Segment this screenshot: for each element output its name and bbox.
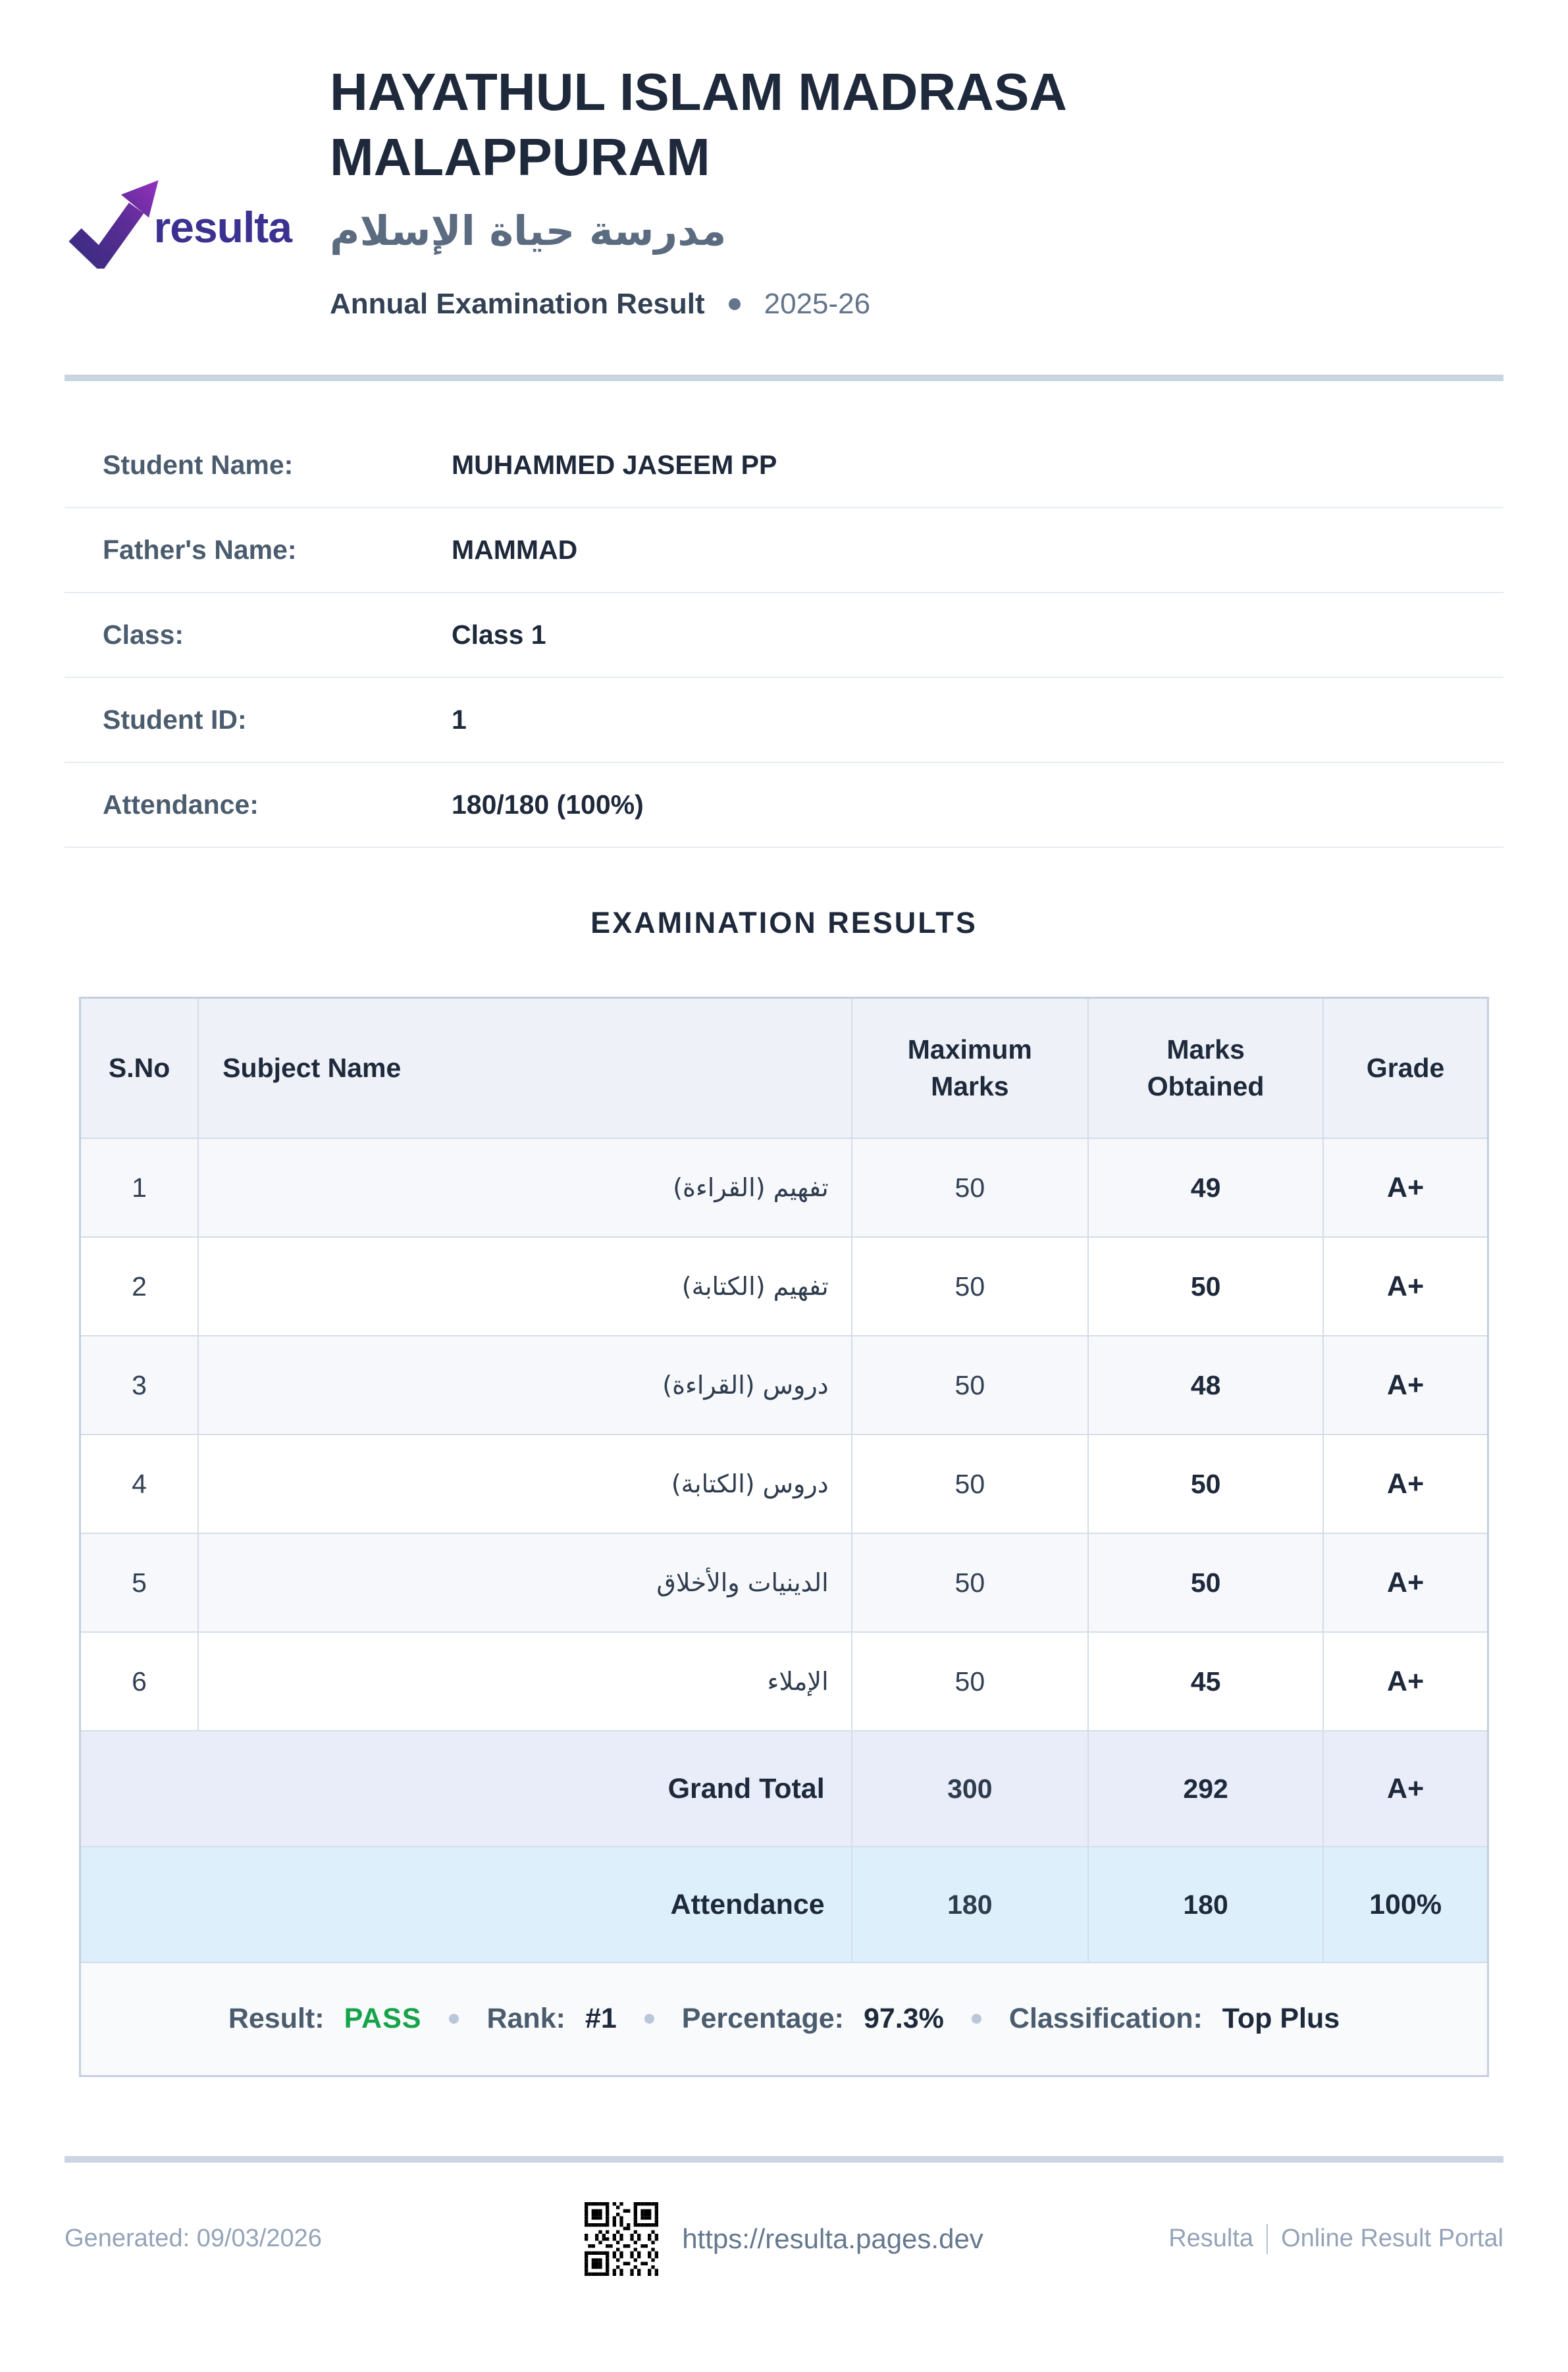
school-name-arabic: مدرسة حياة الإسلام bbox=[330, 207, 727, 255]
rank-value: #1 bbox=[585, 2003, 617, 2035]
exam-title: Annual Examination Result bbox=[330, 288, 705, 321]
classification-value: Top Plus bbox=[1222, 2003, 1340, 2035]
attendance-row bbox=[80, 1847, 1488, 1963]
footer-portal-name: Online Result Portal bbox=[1281, 2225, 1503, 2253]
summary-line bbox=[81, 2003, 1487, 2035]
academic-year: 2025-26 bbox=[764, 288, 871, 321]
cell-grade: A+ bbox=[1323, 1435, 1488, 1533]
col-header-grade: Grade bbox=[1323, 998, 1488, 1138]
grand-total-label: Grand Total bbox=[80, 1731, 852, 1847]
table-row bbox=[80, 1336, 1488, 1435]
dot-separator-icon bbox=[729, 298, 741, 310]
grand-total-max: 300 bbox=[852, 1731, 1088, 1847]
summary-row bbox=[80, 1963, 1488, 2076]
dot-separator-icon bbox=[644, 2014, 654, 2024]
cell-marks-obtained: 49 bbox=[1088, 1138, 1323, 1237]
table-row bbox=[80, 1138, 1488, 1237]
footer-divider bbox=[65, 2156, 1503, 2163]
logo-wordmark: resulta bbox=[153, 203, 292, 251]
info-value: Class 1 bbox=[452, 619, 546, 650]
cell-maximum-marks: 50 bbox=[852, 1435, 1088, 1533]
checkmark-arrow-icon bbox=[65, 163, 161, 269]
grand-total-row bbox=[80, 1731, 1488, 1847]
info-label: Father's Name: bbox=[103, 535, 297, 566]
cell-subject-name: دروس (الكتابة) bbox=[198, 1435, 852, 1533]
attendance-max: 180 bbox=[852, 1847, 1088, 1963]
vertical-bar-separator bbox=[1267, 2224, 1268, 2254]
results-section-title: EXAMINATION RESULTS bbox=[590, 906, 978, 940]
footer bbox=[65, 2202, 1503, 2276]
cell-grade: A+ bbox=[1323, 1138, 1488, 1237]
result-status-badge: PASS bbox=[344, 2003, 422, 2035]
info-row bbox=[65, 593, 1503, 678]
header bbox=[65, 59, 1503, 321]
cell-grade: A+ bbox=[1323, 1533, 1488, 1632]
qr-code bbox=[585, 2202, 658, 2276]
col-header-subject: Subject Name bbox=[198, 998, 852, 1138]
attendance-percent: 100% bbox=[1323, 1847, 1488, 1963]
cell-grade: A+ bbox=[1323, 1632, 1488, 1731]
table-row bbox=[80, 1632, 1488, 1731]
info-value: MUHAMMED JASEEM PP bbox=[452, 450, 777, 481]
cell-sno: 4 bbox=[80, 1435, 199, 1533]
footer-brand bbox=[983, 2224, 1503, 2254]
cell-marks-obtained: 50 bbox=[1088, 1435, 1323, 1533]
school-name: HAYATHUL ISLAM MADRASA MALAPPURAM bbox=[330, 63, 1066, 187]
exam-line bbox=[330, 288, 1503, 321]
cell-marks-obtained: 45 bbox=[1088, 1632, 1323, 1731]
classification-label: Classification: bbox=[1008, 2003, 1203, 2035]
results-table bbox=[79, 997, 1489, 2076]
info-label: Attendance: bbox=[103, 789, 259, 820]
header-divider bbox=[65, 375, 1503, 381]
cell-marks-obtained: 50 bbox=[1088, 1237, 1323, 1336]
cell-sno: 2 bbox=[80, 1237, 199, 1336]
cell-grade: A+ bbox=[1323, 1237, 1488, 1336]
col-header-marks-obtained: Marks Obtained bbox=[1088, 998, 1323, 1138]
cell-subject-name: الدينيات والأخلاق bbox=[198, 1533, 852, 1632]
info-row bbox=[65, 763, 1503, 848]
cell-grade: A+ bbox=[1323, 1336, 1488, 1435]
cell-marks-obtained: 50 bbox=[1088, 1533, 1323, 1632]
header-text bbox=[292, 59, 1503, 321]
results-table-head bbox=[80, 998, 1488, 1138]
results-table-body bbox=[80, 1138, 1488, 1731]
info-row bbox=[65, 423, 1503, 508]
footer-center bbox=[585, 2202, 983, 2276]
attendance-obtained: 180 bbox=[1088, 1847, 1323, 1963]
info-label: Student ID: bbox=[103, 704, 247, 735]
cell-subject-name: الإملاء bbox=[198, 1632, 852, 1731]
dot-separator-icon bbox=[972, 2014, 981, 2024]
col-header-sno: S.No bbox=[80, 998, 199, 1138]
cell-maximum-marks: 50 bbox=[852, 1336, 1088, 1435]
rank-label: Rank: bbox=[486, 2003, 565, 2035]
cell-sno: 3 bbox=[80, 1336, 199, 1435]
cell-subject-name: دروس (القراءة) bbox=[198, 1336, 852, 1435]
cell-sno: 5 bbox=[80, 1533, 199, 1632]
cell-sno: 6 bbox=[80, 1632, 199, 1731]
grand-total-obtained: 292 bbox=[1088, 1731, 1323, 1847]
result-label: Result: bbox=[228, 2003, 325, 2035]
info-value: 180/180 (100%) bbox=[452, 789, 644, 820]
resulta-logo bbox=[65, 59, 292, 269]
footer-brand-name: Resulta bbox=[1168, 2225, 1254, 2253]
table-row bbox=[80, 1533, 1488, 1632]
portal-url-link[interactable]: https://resulta.pages.dev bbox=[682, 2223, 983, 2254]
cell-sno: 1 bbox=[80, 1138, 199, 1237]
info-row bbox=[65, 508, 1503, 593]
table-row bbox=[80, 1435, 1488, 1533]
generated-date: Generated: 09/03/2026 bbox=[65, 2225, 322, 2253]
percentage-value: 97.3% bbox=[863, 2003, 944, 2035]
cell-maximum-marks: 50 bbox=[852, 1237, 1088, 1336]
info-label: Class: bbox=[103, 619, 184, 650]
table-row bbox=[80, 1237, 1488, 1336]
cell-subject-name: تفهيم (الكتابة) bbox=[198, 1237, 852, 1336]
attendance-label: Attendance bbox=[80, 1847, 852, 1963]
info-value: MAMMAD bbox=[452, 535, 578, 566]
student-info bbox=[65, 423, 1503, 848]
dot-separator-icon bbox=[449, 2014, 459, 2024]
info-value: 1 bbox=[452, 704, 467, 735]
cell-maximum-marks: 50 bbox=[852, 1533, 1088, 1632]
cell-marks-obtained: 48 bbox=[1088, 1336, 1323, 1435]
info-row bbox=[65, 678, 1503, 763]
cell-maximum-marks: 50 bbox=[852, 1632, 1088, 1731]
grand-total-grade: A+ bbox=[1323, 1731, 1488, 1847]
col-header-max-marks: Maximum Marks bbox=[852, 998, 1088, 1138]
cell-subject-name: تفهيم (القراءة) bbox=[198, 1138, 852, 1237]
cell-maximum-marks: 50 bbox=[852, 1138, 1088, 1237]
info-label: Student Name: bbox=[103, 450, 294, 481]
percentage-label: Percentage: bbox=[681, 2003, 844, 2035]
